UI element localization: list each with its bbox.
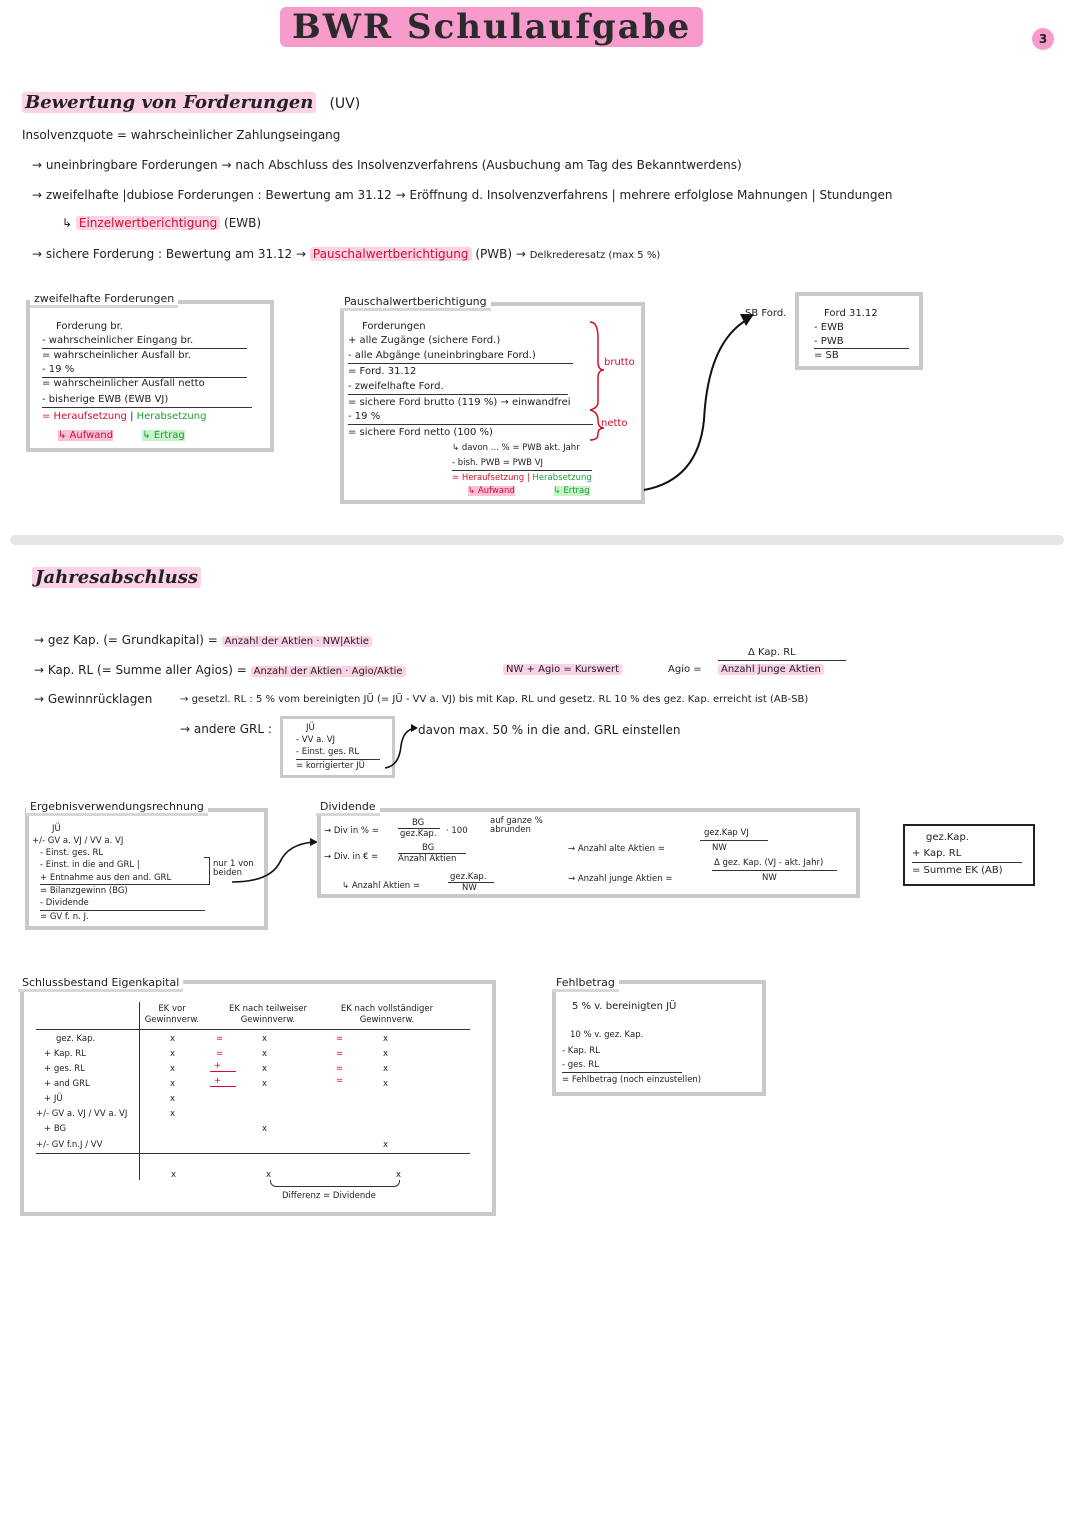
- junge-aktien-den: NW: [762, 873, 777, 883]
- ek-row-label: gez. Kap.: [56, 1034, 96, 1044]
- grl-line-4: = korrigierter JÜ: [296, 761, 365, 771]
- ek-mark: x: [170, 1034, 176, 1044]
- gewinnruecklagen-label: Gewinnrücklagen: [47, 692, 153, 706]
- pwb-line-5: - zweifelhafte Ford.: [348, 381, 444, 392]
- eq-sign: =: [216, 1049, 224, 1059]
- aufwand: ↳ Aufwand: [58, 430, 114, 441]
- section-heading-jahresabschluss: [32, 567, 201, 588]
- divider: [42, 348, 247, 349]
- arrow-right-icon: →: [34, 633, 48, 647]
- ek-mark: x: [170, 1094, 176, 1104]
- ek-line-2: + Kap. RL: [912, 848, 962, 859]
- zweifelhaft-detail: Eröffnung d. Insolvenzverfahrens | mehrere erfolglose Mahnungen | Stundungen: [409, 188, 893, 202]
- pwb-line-8: = sichere Ford netto (100 %): [348, 427, 493, 438]
- div-pct-note: auf ganze % abrunden: [490, 816, 543, 835]
- divider: [40, 884, 205, 885]
- anzahl-aktien-den: NW: [462, 883, 477, 893]
- zf-line-2: - wahrscheinlicher Eingang br.: [42, 335, 194, 346]
- fehl-line-3: - Kap. RL: [562, 1046, 600, 1056]
- ertrag: ↳ Ertrag: [142, 430, 185, 441]
- sb-ford-label: SB Ford.: [745, 308, 787, 319]
- ek-mark: x: [383, 1064, 389, 1074]
- red-arrow-icon: [210, 1071, 236, 1072]
- ek-line-1: gez.Kap.: [926, 832, 969, 843]
- grl-line-1: JÜ: [306, 723, 315, 733]
- fehl-line-1: 5 % v. bereinigten JÜ: [572, 1001, 677, 1012]
- brace-netto: netto: [601, 418, 628, 429]
- pwb-line-1: Forderungen: [362, 321, 426, 332]
- ek-mark: x: [262, 1049, 268, 1059]
- col-ek-teilweise: EK nach teilweiser Gewinnverw.: [229, 1004, 307, 1025]
- pwb-line-10: - bish. PWB = PWB VJ: [452, 458, 544, 468]
- pwb-abbr: (PWB): [475, 247, 513, 261]
- divider: [348, 424, 593, 425]
- curved-arrow-icon: [383, 722, 419, 772]
- sichere-label: sichere Forderung : Bewertung am 31.12: [45, 247, 293, 261]
- sb-line-4: = SB: [814, 350, 839, 361]
- arrow-right-icon: →: [180, 694, 192, 705]
- gesetzl-rl-text: gesetzl. RL : 5 % vom bereinigten JÜ (= JÜ - VV a. VJ) bis mit Kap. RL und gesetz. RL 10 % des gez. Kap. erreicht ist (AB-SB): [191, 694, 809, 705]
- arrow-right-icon: →: [324, 852, 334, 862]
- uneinbringbar-detail: nach Abschluss des Insolvenzverfahrens (Ausbuchung am Tag des Bekanntwerdens): [235, 158, 742, 172]
- fehl-line-4: - ges. RL: [562, 1060, 599, 1070]
- divider: [40, 910, 205, 911]
- box-title: Fehlbetrag: [552, 976, 619, 992]
- heading-suffix: (UV): [329, 96, 361, 112]
- ek-row-label: +/- GV a. VJ / VV a. VJ: [36, 1109, 128, 1119]
- ek-mark: x: [170, 1079, 176, 1089]
- herabsetzung: Herabsetzung: [532, 473, 592, 483]
- ertrag: ↳ Ertrag: [553, 486, 590, 496]
- div-pct-den: gez.Kap.: [400, 829, 437, 839]
- heraufsetzung: = Heraufsetzung |: [452, 473, 530, 483]
- erg-line-7: - Dividende: [40, 898, 89, 908]
- divider: [42, 407, 252, 408]
- agio-frac-den: Anzahl junge Aktien: [718, 664, 824, 675]
- eq-sign: =: [336, 1076, 344, 1086]
- pwb-line-9: ↳ davon ... % = PWB akt. Jahr: [452, 443, 580, 453]
- sb-line-2: - EWB: [814, 322, 844, 333]
- ek-row-label: + JÜ: [44, 1094, 63, 1104]
- div-eur-label: [324, 852, 378, 862]
- eq-sign: =: [216, 1034, 224, 1044]
- zf-line-1: Forderung br.: [56, 321, 123, 332]
- erg-line-8: = GV f. n. J.: [40, 912, 89, 922]
- arrow-right-icon: →: [296, 247, 310, 261]
- eq-sign: =: [336, 1064, 344, 1074]
- ek-mark: x: [262, 1064, 268, 1074]
- arrow-right-icon: →: [34, 692, 48, 706]
- gez-kap-formula: Anzahl der Aktien · NW|Aktie: [222, 636, 372, 647]
- ek-row-label: +/- GV f.n.J / VV: [36, 1140, 103, 1150]
- brace-brutto: brutto: [604, 357, 635, 368]
- anzahl-aktien-label: ↳ Anzahl Aktien =: [342, 881, 421, 891]
- agio-frac-num: Δ Kap. RL: [748, 647, 796, 658]
- sb-line-1: Ford 31.12: [824, 308, 878, 319]
- ek-total-mark: x: [396, 1170, 402, 1180]
- page-title: [280, 4, 703, 50]
- arrow-right-icon: →: [32, 188, 46, 202]
- alte-aktien-label: → Anzahl alte Aktien =: [568, 844, 665, 854]
- zf-line-3: = wahrscheinlicher Ausfall br.: [42, 350, 191, 361]
- box-title: Schlussbestand Eigenkapital: [18, 976, 183, 992]
- arrow-right-icon: →: [32, 158, 46, 172]
- fraction-line: [700, 840, 768, 841]
- zf-line-8: [58, 430, 185, 441]
- eq-sign: =: [336, 1034, 344, 1044]
- andere-grl-line: [180, 722, 272, 736]
- diff-brace: [270, 1180, 400, 1187]
- table-sum-line: [36, 1153, 470, 1154]
- div-eur-den: Anzahl Aktien: [398, 854, 457, 864]
- div-eur-num: BG: [422, 843, 435, 853]
- sb-line-3: - PWB: [814, 336, 844, 347]
- ek-mark: x: [170, 1064, 176, 1074]
- ek-mark: x: [383, 1140, 389, 1150]
- fraction-line: [712, 870, 837, 871]
- div-pct-text: Div in % =: [333, 826, 379, 836]
- heading-jahresabschluss: Jahresabschluss: [32, 567, 201, 588]
- zf-line-7: = Heraufsetzung | Herabsetzung: [42, 411, 207, 422]
- aufwand: ↳ Aufwand: [468, 486, 515, 496]
- pwb-label: Pauschalwertberichtigung: [310, 247, 472, 261]
- pwb-line-7: - 19 %: [348, 411, 381, 422]
- junge-aktien-num: Δ gez. Kap. (VJ - akt. Jahr): [714, 858, 824, 868]
- davon-max-text: davon max. 50 % in die and. GRL einstellen: [418, 723, 681, 737]
- ek-row-label: + and GRL: [44, 1079, 90, 1089]
- pwb-line-12: [468, 486, 590, 496]
- plus-sign: +: [214, 1061, 222, 1071]
- box-title: Dividende: [316, 800, 380, 816]
- curved-arrow-icon: [640, 300, 800, 500]
- divider: [348, 363, 573, 364]
- zf-line-4: - 19 %: [42, 364, 75, 375]
- plus-sign: +: [214, 1076, 222, 1086]
- ek-line-3: = Summe EK (AB): [912, 865, 1003, 876]
- uneinbringbar-label: uneinbringbare Forderungen: [45, 158, 218, 172]
- section-heading-forderungen: [22, 92, 360, 113]
- divider: [452, 470, 592, 471]
- zf-line-5: = wahrscheinlicher Ausfall netto: [42, 378, 205, 389]
- anzahl-aktien-num: gez.Kap.: [450, 872, 487, 882]
- pwb-line-4: = Ford. 31.12: [348, 366, 417, 377]
- arrow-right-icon: →: [324, 826, 334, 836]
- kap-rl-formula: Anzahl der Aktien · Agio/Aktie: [251, 666, 406, 677]
- curved-arrow-icon: [230, 836, 320, 888]
- eq-sign: =: [336, 1049, 344, 1059]
- ek-mark: x: [383, 1079, 389, 1089]
- grl-line-2: - VV a. VJ: [296, 735, 336, 745]
- zf-line-6: - bisherige EWB (EWB VJ): [42, 394, 169, 405]
- erg-line-1: JÜ: [52, 824, 61, 834]
- ek-mark: x: [262, 1034, 268, 1044]
- divider: [348, 394, 568, 395]
- heading-forderungen: Bewertung von Forderungen: [22, 92, 316, 113]
- ewb-abbr: (EWB): [224, 216, 262, 230]
- divider: [912, 862, 1022, 863]
- section-divider: [10, 535, 1064, 545]
- kap-rl-line: [34, 663, 406, 677]
- agio-label: Agio =: [668, 664, 702, 675]
- alte-aktien-num: gez.Kap VJ: [704, 828, 749, 838]
- zweifelhaft-line: [32, 188, 892, 202]
- title-text: Schulaufgabe: [407, 7, 692, 47]
- arrow-right-icon: →: [395, 188, 410, 202]
- arrow-right-icon: →: [180, 722, 194, 736]
- arrow-right-icon: →: [221, 158, 236, 172]
- ewb-label: Einzelwertberichtigung: [76, 216, 220, 230]
- red-arrow-icon: [210, 1086, 236, 1087]
- kurswert-formula: NW + Agio = Kurswert: [503, 664, 622, 675]
- pwb-line-6: = sichere Ford brutto (119 %) → einwandfrei: [348, 397, 571, 408]
- alte-aktien-den: NW: [712, 843, 727, 853]
- fehl-line-5: = Fehlbetrag (noch einzustellen): [562, 1075, 702, 1085]
- erg-line-2: +/- GV a. VJ / VV a. VJ: [32, 836, 124, 846]
- pwb-line-2: + alle Zugänge (sichere Ford.): [348, 335, 501, 346]
- gewinnruecklagen-line: [34, 692, 152, 706]
- zweifelhaft-label: zweifelhafte |dubiose Forderungen : Bewertung am 31.12: [45, 188, 392, 202]
- andere-grl-label: andere GRL :: [193, 722, 272, 736]
- divider: [562, 1072, 682, 1073]
- corner-arrow-icon: ↳: [62, 216, 76, 230]
- gesetzl-rl-line: [180, 694, 808, 705]
- ek-row-label: + Kap. RL: [44, 1049, 86, 1059]
- ewb-line: [62, 216, 261, 230]
- erg-line-4: - Einst. in die and GRL |: [40, 860, 140, 870]
- ek-mark: x: [262, 1124, 268, 1134]
- page-number: 3: [1032, 28, 1054, 50]
- ek-total-mark: x: [171, 1170, 177, 1180]
- ek-mark: x: [262, 1079, 268, 1089]
- herabsetzung: Herabsetzung: [136, 411, 207, 422]
- pwb-line-11: [452, 473, 592, 483]
- ek-mark: x: [170, 1049, 176, 1059]
- divider: [814, 348, 909, 349]
- col-ek-vor: EK vor Gewinnverw.: [144, 1004, 200, 1025]
- col-ek-vollstaendig: EK nach vollständiger Gewinnverw.: [340, 1004, 434, 1025]
- bracket: [204, 857, 210, 885]
- divider: [296, 759, 380, 760]
- ek-mark: x: [383, 1049, 389, 1059]
- uneinbringbar-line: [32, 158, 742, 172]
- title-prefix: BWR: [292, 7, 394, 47]
- box-title: Ergebnisverwendungsrechnung: [26, 800, 208, 816]
- arrow-right-icon: →: [515, 247, 530, 261]
- ek-mark: x: [170, 1109, 176, 1119]
- ek-row-label: + ges. RL: [44, 1064, 85, 1074]
- erg-note: nur 1 von beiden: [213, 859, 254, 878]
- erg-line-3: - Einst. ges. RL: [40, 848, 104, 858]
- delkredere-label: Delkrederesatz (max 5 %): [529, 250, 661, 261]
- div-pct-label: [324, 826, 379, 836]
- sichere-line: [32, 247, 660, 261]
- ek-row-label: + BG: [44, 1124, 67, 1134]
- erg-line-6: = Bilanzgewinn (BG): [40, 886, 128, 896]
- insolvenzquote-line: Insolvenzquote = wahrscheinlicher Zahlungseingang: [22, 128, 341, 142]
- div-pct-num: BG: [412, 818, 425, 828]
- box-title: zweifelhafte Forderungen: [30, 292, 178, 308]
- gez-kap-line: [34, 633, 372, 647]
- arrow-right-icon: →: [34, 663, 48, 677]
- ek-total-mark: x: [266, 1170, 272, 1180]
- grl-line-3: - Einst. ges. RL: [296, 747, 360, 757]
- div-eur-text: Div. in € =: [333, 852, 379, 862]
- gez-kap-label: gez Kap. (= Grundkapital) =: [47, 633, 218, 647]
- fehl-line-2: 10 % v. gez. Kap.: [570, 1030, 644, 1040]
- pwb-line-3: - alle Abgänge (uneinbringbare Ford.): [348, 350, 536, 361]
- heraufsetzung: = Heraufsetzung: [42, 411, 127, 422]
- fraction-line: [718, 660, 846, 661]
- diff-label: Differenz = Dividende: [282, 1191, 376, 1201]
- table-header-line: [36, 1029, 470, 1030]
- ek-mark: x: [383, 1034, 389, 1044]
- box-title: Pauschalwertberichtigung: [340, 295, 491, 311]
- arrow-right-icon: →: [32, 247, 46, 261]
- kap-rl-label: Kap. RL (= Summe aller Agios) =: [47, 663, 247, 677]
- div-pct-mult: · 100: [446, 826, 468, 836]
- erg-line-5: + Entnahme aus den and. GRL: [40, 873, 172, 883]
- junge-aktien-label: → Anzahl junge Aktien =: [568, 874, 673, 884]
